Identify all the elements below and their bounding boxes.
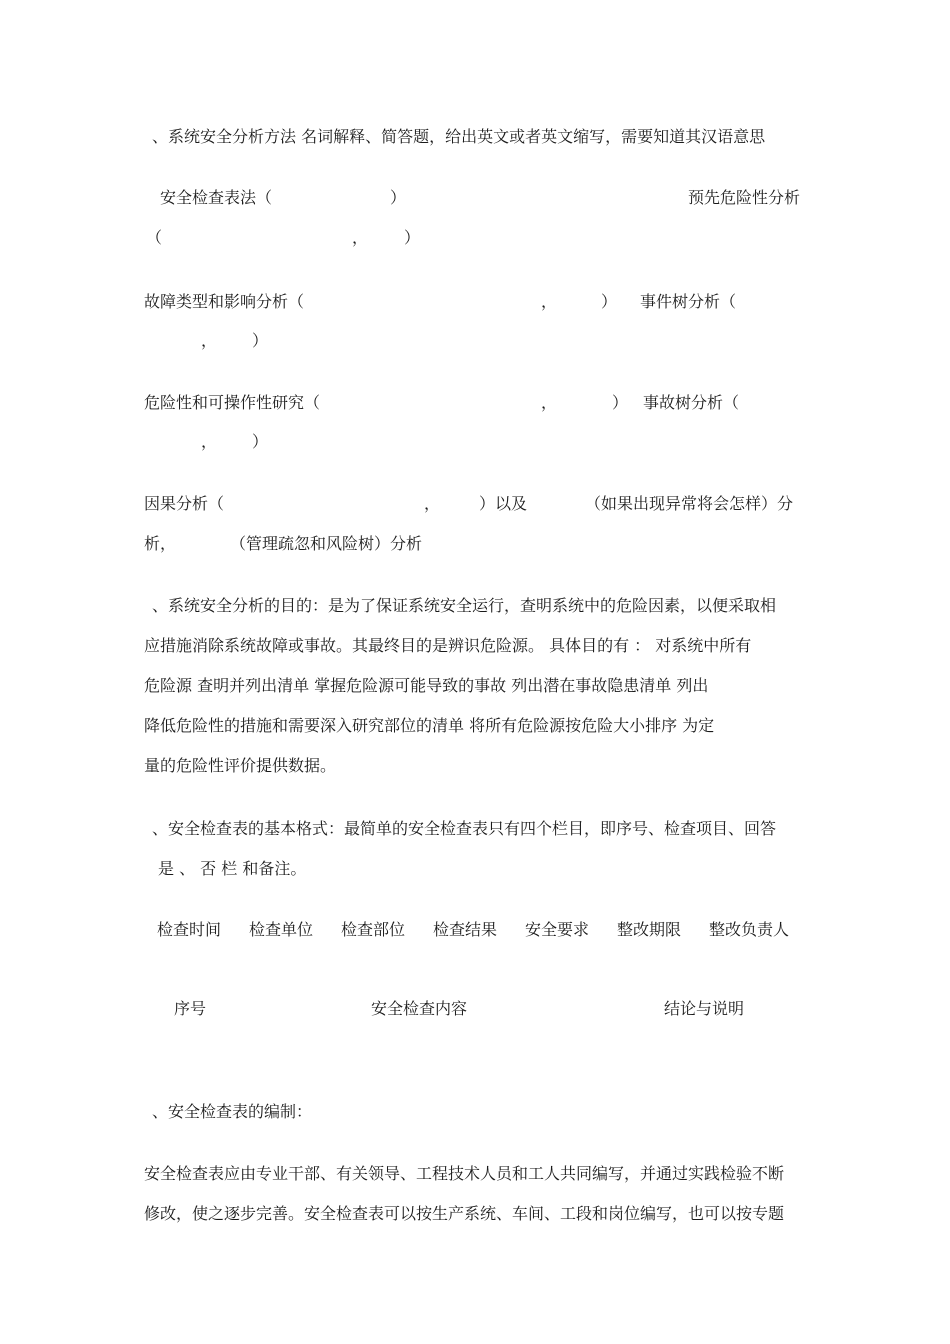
whatif-text: （如果出现异常将会怎样）分 [585, 494, 794, 513]
header-cell: 整改负责人 [709, 920, 790, 939]
fta-close: ） [252, 432, 269, 451]
header-cell: 安全要求 [525, 920, 590, 939]
header-cell: 结论与说明 [664, 999, 745, 1018]
fmea-close: ） [601, 292, 618, 311]
purpose-line-2: 应措施消除系统故障或事故。其最终目的是辨识危险源。 具体目的有 ： 对系统中所有 [144, 636, 752, 655]
compile-line-1: 安全检查表应由专业干部、有关领导、工程技术人员和工人共同编写，并通过实践检验不断 [144, 1164, 785, 1183]
eta-close: ） [252, 331, 269, 350]
cca-comma: ， [424, 494, 441, 513]
purpose-line-1: 、系统安全分析的目的：是为了保证系统安全运行，查明系统中的危险因素，以便采取相 [152, 596, 777, 615]
purpose-line-3: 危险源 查明并列出清单 掌握危险源可能导致的事故 列出潜在事故隐患清单 列出 [144, 676, 709, 695]
purpose-line-5: 量的危险性评价提供数据。 [144, 756, 337, 775]
compile-heading: 、安全检查表的编制： [152, 1102, 313, 1121]
purpose-line-4: 降低危险性的措施和需要深入研究部位的清单 将所有危险源按危险大小排序 为定 [144, 716, 715, 735]
pha-comma: ， [352, 228, 369, 247]
format-line-2: 是 、 否 栏 和备注。 [158, 859, 307, 878]
header-cell: 检查单位 [249, 920, 314, 939]
hazop-close: ） [612, 393, 629, 412]
checklist-method-label: 安全检查表法（ [160, 188, 273, 207]
cca-label: 因果分析（ [144, 494, 225, 513]
mort-prefix: 析， [144, 534, 177, 553]
header-cell: 检查结果 [433, 920, 498, 939]
mort-text: （管理疏忽和风险树）分析 [230, 534, 423, 553]
eta-label: 事件树分析（ [640, 292, 737, 311]
fmea-comma: ， [541, 292, 558, 311]
pha-close: ） [404, 228, 421, 247]
pha-label: 预先危险性分析 [688, 188, 801, 207]
pha-open: （ [146, 228, 163, 247]
format-line-1: 、安全检查表的基本格式：最简单的安全检查表只有四个栏目，即序号、检查项目、回答 [152, 819, 777, 838]
compile-line-2: 修改，使之逐步完善。安全检查表可以按生产系统、车间、工段和岗位编写，也可以按专题 [144, 1204, 785, 1223]
header-cell: 整改期限 [617, 920, 682, 939]
hazop-label: 危险性和可操作性研究（ [144, 393, 321, 412]
eta-comma: ， [201, 331, 218, 350]
header-cell: 序号 [174, 999, 207, 1018]
header-cell: 检查部位 [341, 920, 406, 939]
header-cell: 检查时间 [157, 920, 222, 939]
checklist-method-close: ） [390, 188, 407, 207]
fta-comma: ， [201, 432, 218, 451]
header-cell: 安全检查内容 [371, 999, 468, 1018]
fmea-label: 故障类型和影响分析（ [144, 292, 305, 311]
fta-label: 事故树分析（ [643, 393, 740, 412]
cca-close: ）以及 [479, 494, 528, 513]
hazop-comma: ， [541, 393, 558, 412]
section1-heading: 、系统安全分析方法 名词解释、简答题，给出英文或者英文缩写，需要知道其汉语意思 [152, 127, 766, 146]
